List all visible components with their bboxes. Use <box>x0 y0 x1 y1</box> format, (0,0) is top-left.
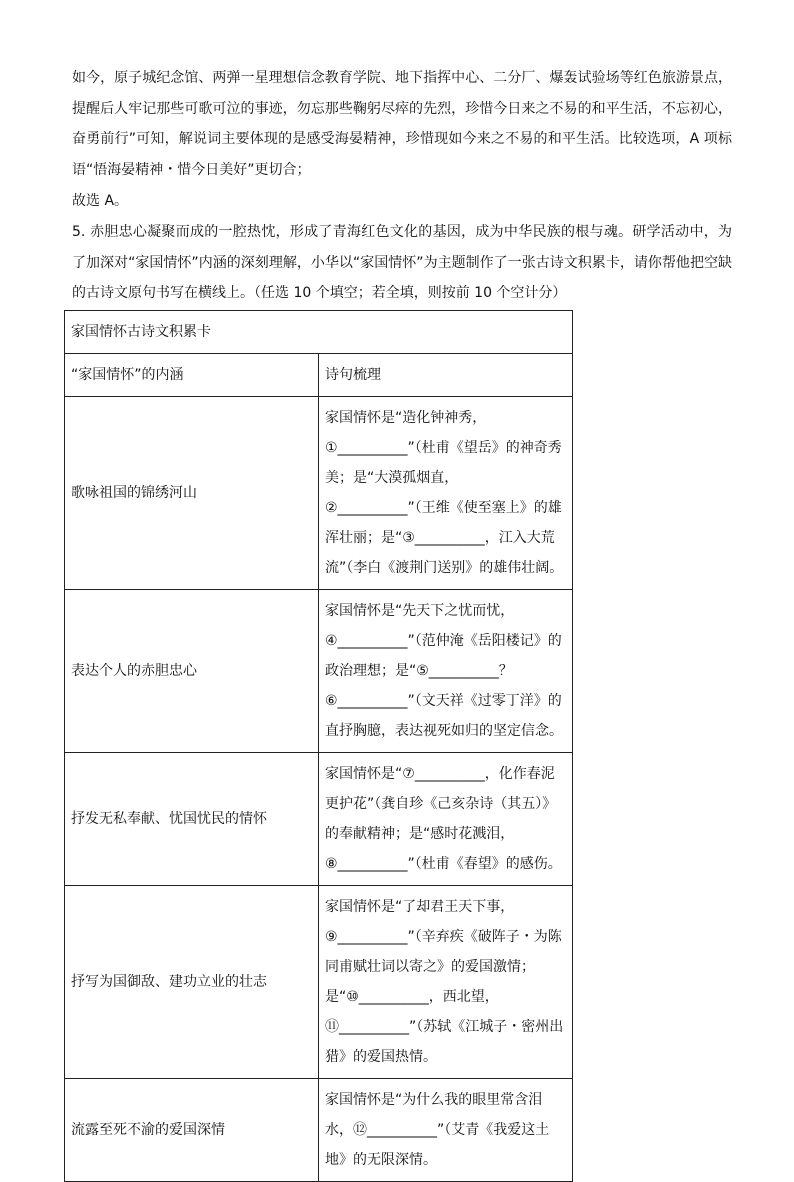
row-poems: 家国情怀是“⑦__________，化作春泥更护花”（龚自珍《己亥杂诗（其五）》的奉献精神；是“感时花溅泪，⑧__________”（杜甫《春望》的感伤。 <box>319 753 573 886</box>
header-poems: 诗句梳理 <box>319 354 573 397</box>
row-poems: 家国情怀是“造化钟神秀，①__________”（杜甫《望岳》的神奇秀美；是“大漠孤烟直，②__________”（王维《使至塞上》的雄浑壮丽；是“③__________，江入大荒流”（李白《渡荆门送别》的雄伟壮阔。 <box>319 397 573 590</box>
row-poems: 家国情怀是“了却君王天下事，⑨__________”（辛弃疾《破阵子・为陈同甫赋壮词以寄之》的爱国激情；是“⑩__________，西北望，⑪__________”（苏轼《江城子・密州出猎》的爱国热情。 <box>319 886 573 1079</box>
table-row <box>65 397 573 590</box>
explanation-paragraph: 如今，原子城纪念馆、两弹一星理想信念教育学院、地下指挥中心、二分厂、爆轰试验场等红色旅游景点，提醒后人牢记那些可歌可泣的事迹，勿忘那些鞠躬尽瘁的先烈，珍惜今日来之不易的和平生活，不忘初心，奋勇前行”可知，解说词主要体现的是感受海晏精神，珍惜现如今来之不易的和平生活。比较选项，A 项标语“悟海晏精神・惜今日美好”更切合； <box>72 70 732 178</box>
question-5-prompt: 5. 赤胆忠心凝聚而成的一腔热忱，形成了青海红色文化的基因，成为中华民族的根与魂。研学活动中，为了加深对“家国情怀”内涵的深刻理解，小华以“家国情怀”为主题制作了一张古诗文积累卡，请你帮他把空缺的古诗文原句书写在横线上。（任选 10 个填空；若全填，则按前 10 个空计分） <box>72 224 732 301</box>
row-meaning: 表达个人的赤胆忠心 <box>65 590 319 753</box>
answer-conclusion: 故选 A。 <box>72 193 129 209</box>
row-poems: 家国情怀是“先天下之忧而忧，④__________”（范仲淹《岳阳楼记》的政治理想；是“⑤__________？⑥__________”（文天祥《过零丁洋》的直抒胸臆，表达视死如归的坚定信念。 <box>319 590 573 753</box>
table-row <box>65 886 573 1079</box>
card-header-row <box>65 354 573 397</box>
header-meaning: “家国情怀”的内涵 <box>65 354 319 397</box>
table-row <box>65 753 573 886</box>
card-title: 家国情怀古诗文积累卡 <box>65 311 573 354</box>
row-meaning: 歌咏祖国的锦绣河山 <box>65 397 319 590</box>
poetry-accumulation-card <box>64 310 573 1182</box>
row-poems: 家国情怀是“为什么我的眼里常含泪水，⑫__________”（艾青《我爱这土地》的无限深情。 <box>319 1079 573 1182</box>
table-row <box>65 1079 573 1182</box>
row-meaning: 流露至死不渝的爱国深情 <box>65 1079 319 1182</box>
row-meaning: 抒写为国御敌、建功立业的壮志 <box>65 886 319 1079</box>
table-row <box>65 590 573 753</box>
row-meaning: 抒发无私奉献、忧国忧民的情怀 <box>65 753 319 886</box>
card-title-row <box>65 311 573 354</box>
